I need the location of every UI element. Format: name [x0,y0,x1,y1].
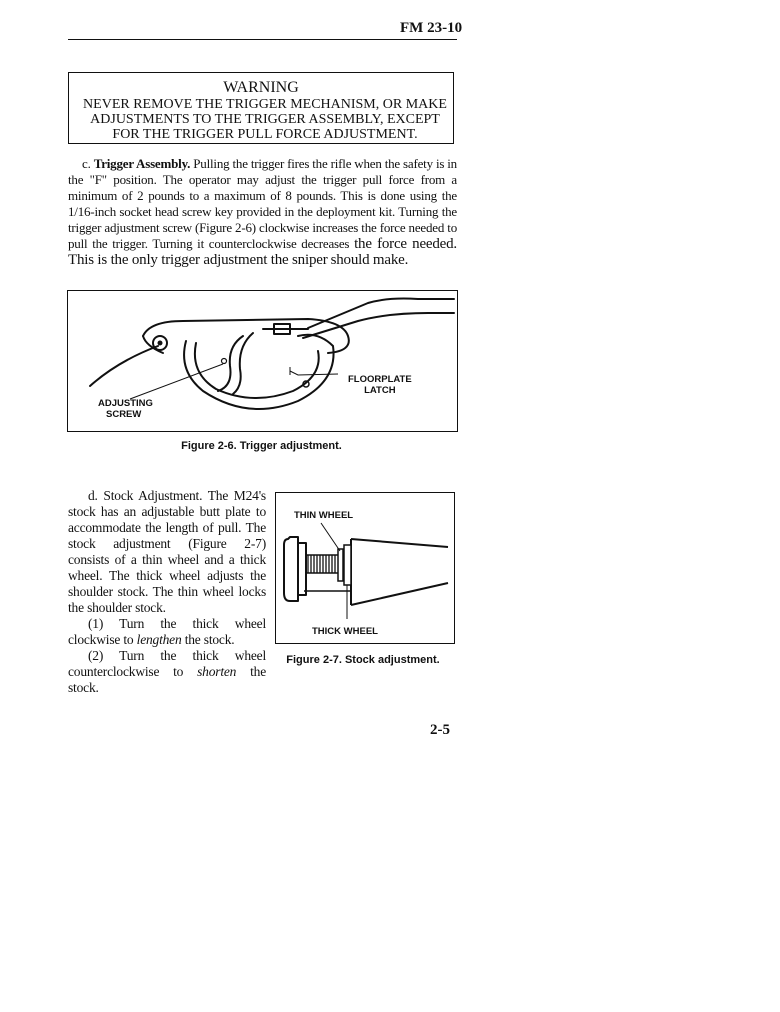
stock-heading: Stock Adjustment. [103,488,203,503]
thick-wheel-label: THICK WHEEL [312,626,378,637]
figure-2-6-caption: Figure 2-6. Trigger adjustment. [181,440,342,452]
section-body: Pulling the trigger fires the rifle when the safety is in the "F" position. The operator may adjust the trigger pull force from a minimum of 2 pounds to a maximum of 8 pounds. This is done using the 1/16-inch socket head screw key provided in the deployment kit. Turning the trigger adjustment screw (Figure 2-6) clockwise increases the force needed to pull the trigger. Turning it counterclockwise decreases [68,156,457,251]
header-rule [68,39,457,40]
stock-step-2: (2) Turn the thick wheel counterclockwise to shorten the stock. [68,648,266,695]
section-body-large: the force needed. This is the only trigger adjustment the sniper [68,236,457,268]
stock-intro: d. Stock Adjustment. The M24's stock has an adjustable butt plate to accommodate the length of pull. The stock adjustment (Figure 2-7) consists of a thin wheel and a thick wheel. The thick wheel adjusts the shoulder stock. The thin wheel locks the shoulder stock. [68,488,266,615]
figure-stock-adjustment [275,492,455,644]
adjusting-screw-label: ADJUSTING SCREW [98,398,153,420]
document-code: FM 23-10 [400,20,463,36]
warning-text: NEVER REMOVE THE TRIGGER MECHANISM, OR MAKE ADJUSTMENTS TO THE TRIGGER ASSEMBLY, EXCEPT FOR THE TRIGGER PULL FORCE ADJUSTMENT. [83,97,447,142]
floorplate-latch-label: FLOORPLATE LATCH [348,374,412,396]
page-number: 2-5 [430,722,450,738]
warning-box [68,72,454,144]
paragraph-trigger-assembly [68,156,457,268]
figure-trigger-adjustment [67,290,458,432]
figure-2-7-caption: Figure 2-7. Stock adjustment. [286,654,440,666]
stock-step-1: (1) Turn the thick wheel clockwise to lengthen the stock. [68,616,266,647]
section-body-end: should make. [330,252,409,268]
warning-title: WARNING [223,79,299,96]
paragraph-stock-adjustment [68,488,266,696]
section-label: c. [82,156,91,171]
thin-wheel-label: THIN WHEEL [294,510,354,521]
section-heading: Trigger Assembly. [93,156,191,171]
